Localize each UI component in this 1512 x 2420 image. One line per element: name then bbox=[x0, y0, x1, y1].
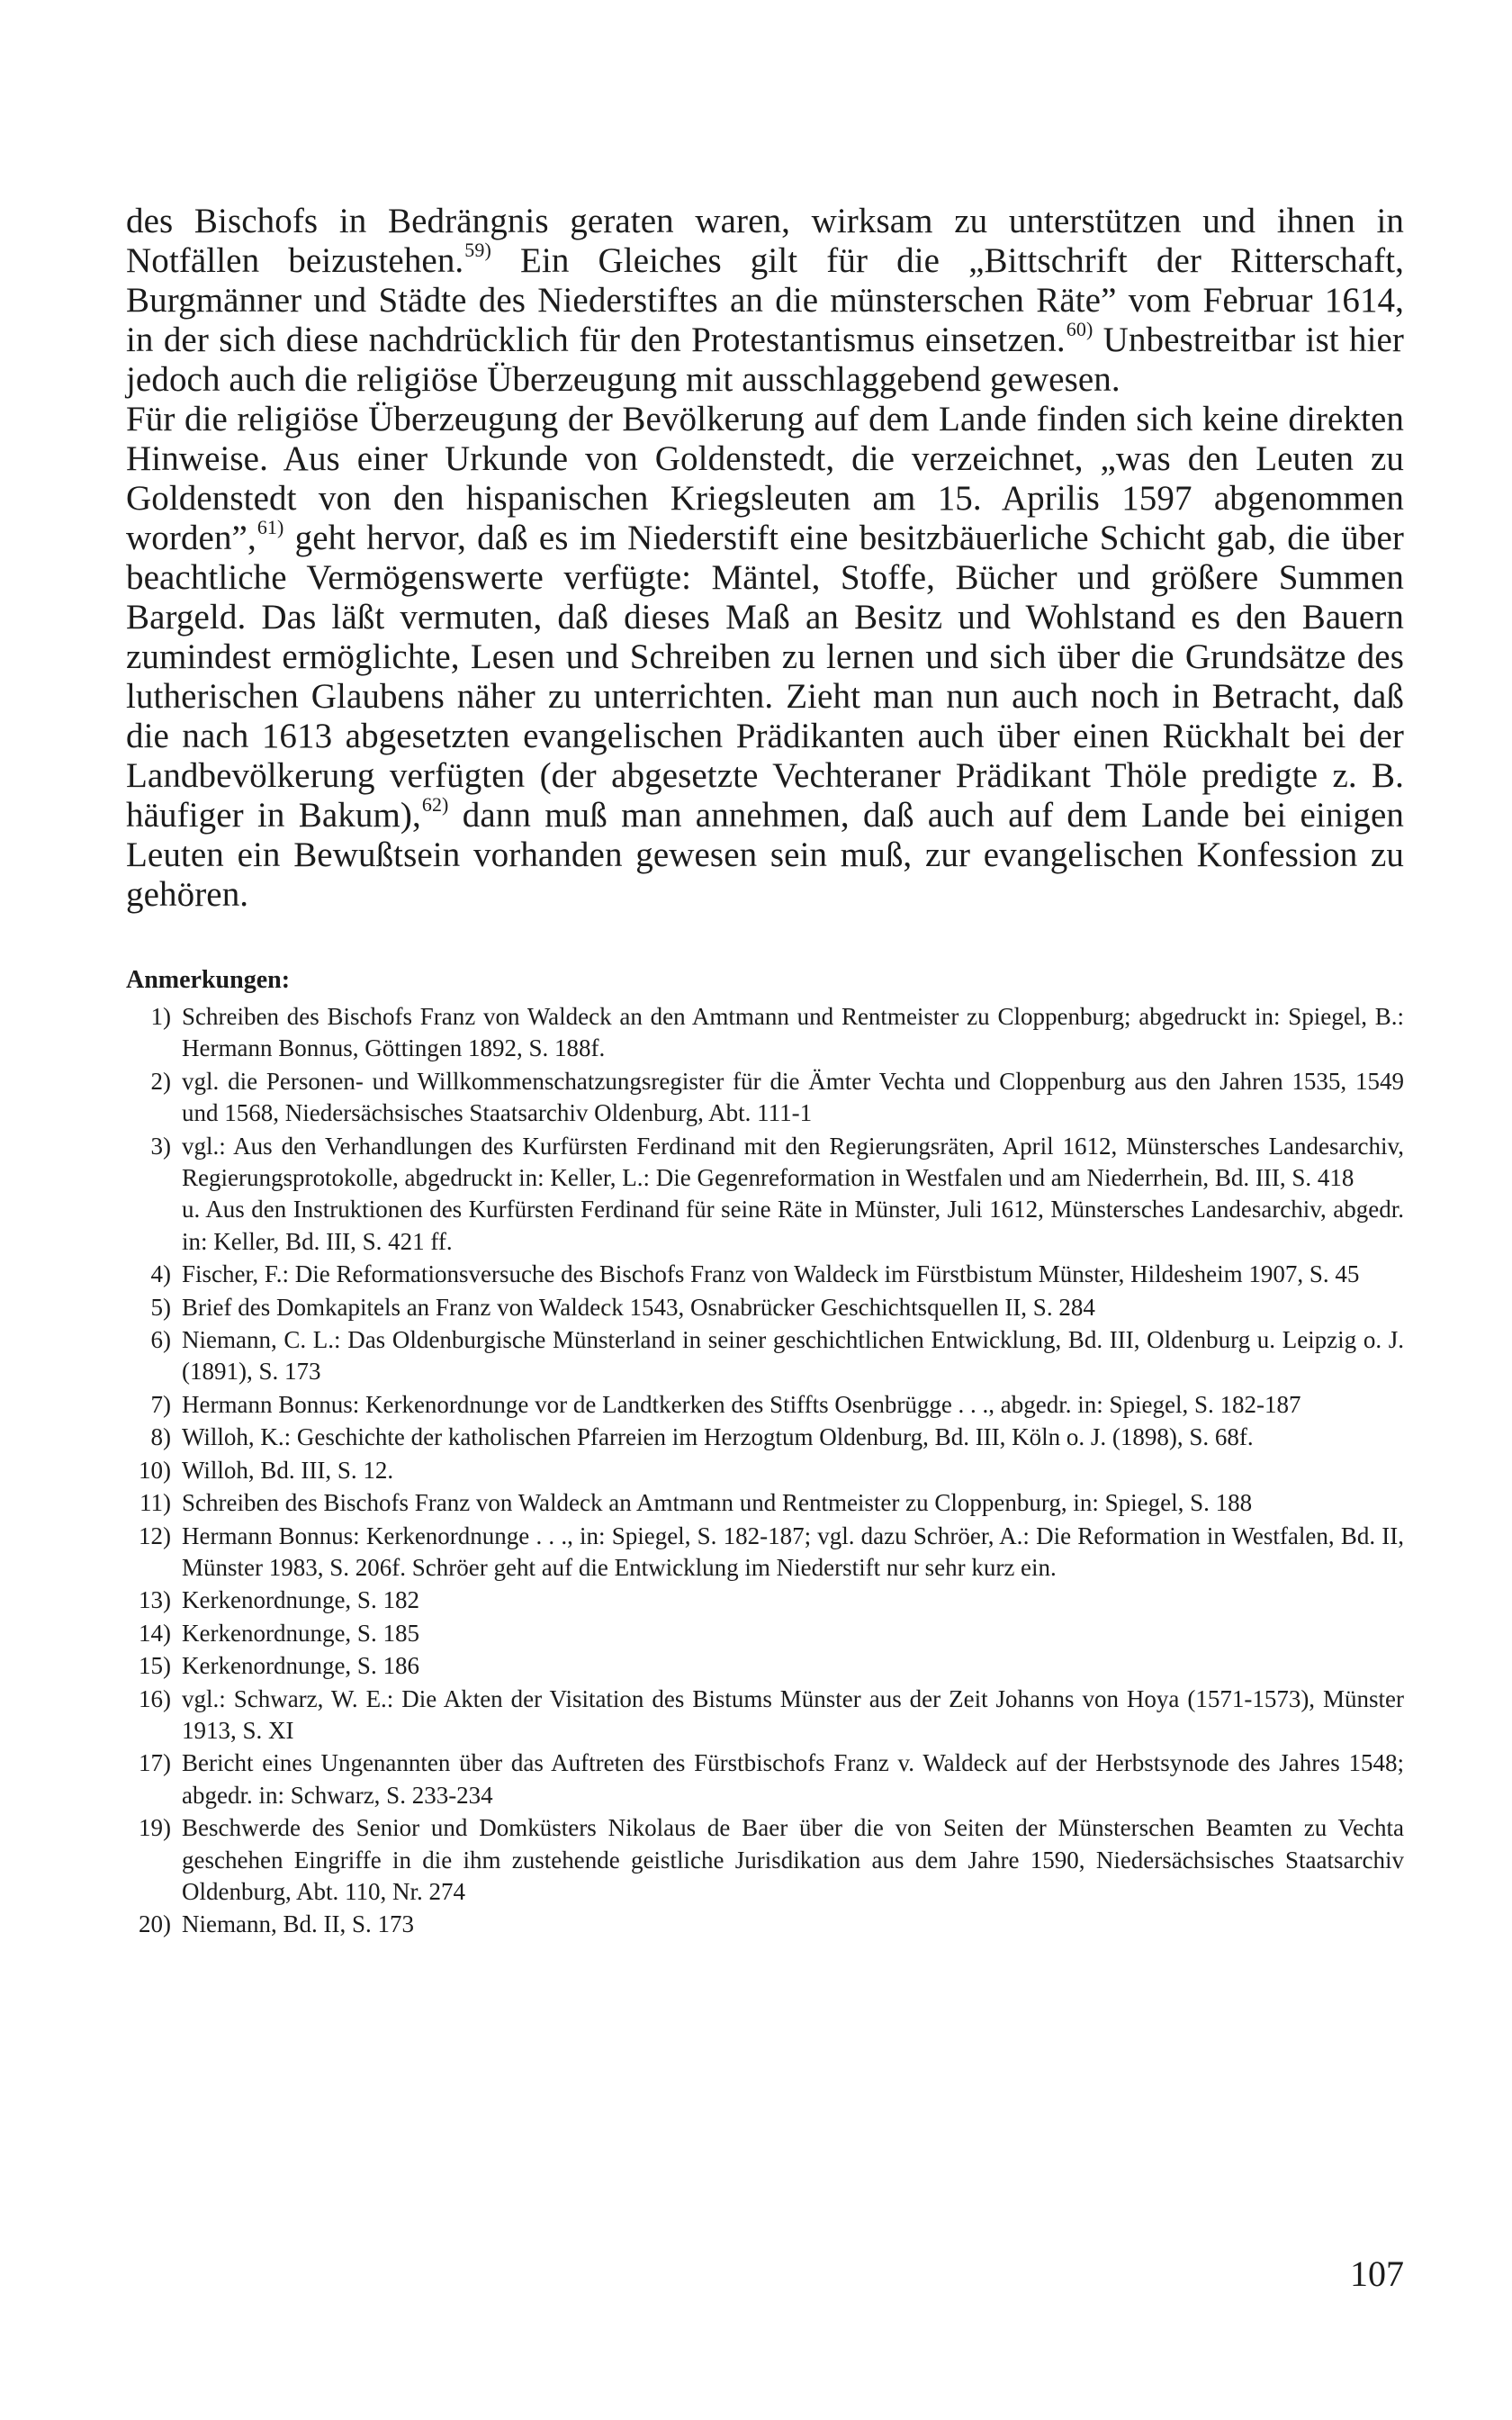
page-number: 107 bbox=[1350, 2253, 1404, 2294]
note-item bbox=[126, 1131, 1404, 1259]
note-item bbox=[126, 1684, 1404, 1747]
note-text: Willoh, Bd. III, S. 12. bbox=[182, 1456, 394, 1484]
note-text: Hermann Bonnus: Kerkenordnunge vor de Landtkerken des Stiffts Osenbrügge . . ., abgedr. in: Spiegel, S. 182-187 bbox=[182, 1390, 1301, 1418]
note-item bbox=[126, 1585, 1404, 1616]
footnote-ref-59: 59) bbox=[464, 239, 491, 261]
note-text: Schreiben des Bischofs Franz von Waldeck an den Amtmann und Rentmeister zu Cloppenburg; abgedruckt in: Spiegel, B.: Hermann Bonnus, Göttingen 1892, S. 188f. bbox=[182, 1003, 1404, 1062]
note-item bbox=[126, 1422, 1404, 1453]
note-text-part-1: vgl.: Aus den Verhandlungen des Kurfürsten Ferdinand mit den Regierungsräten, April 1612, Münstersches Landesarchiv, Regierungsprotokolle, abgedruckt in: Keller, L.: Die Gegenreformation in Westfalen und am Niederrhein, Bd. III, S. 418 bbox=[182, 1132, 1404, 1192]
paragraph-2-part-a: Für die religiöse Überzeugung der Bevölkerung auf dem Lande finden sich keine direkten Hinweise. Aus einer Urkunde von Goldenstedt, die verzeichnet, „was den Leuten zu Goldenstedt von den hispanischen Kriegsleuten am 15. Aprilis 1597 abgenommen worden”, bbox=[126, 400, 1404, 557]
note-text-part-2: u. Aus den Instruktionen des Kurfürsten Ferdinand für seine Räte in Münster, Juli 1612, Münstersches Landesarchiv, abgedr. in: Keller, Bd. III, S. 421 ff. bbox=[182, 1196, 1404, 1255]
note-text: Willoh, K.: Geschichte der katholischen Pfarreien im Herzogtum Oldenburg, Bd. III, Köln o. J. (1898), S. 68f. bbox=[182, 1423, 1254, 1451]
note-item bbox=[126, 1259, 1404, 1290]
notes-list bbox=[126, 1001, 1404, 1941]
note-number: 17) bbox=[139, 1749, 171, 1777]
note-item bbox=[126, 1650, 1404, 1682]
note-item bbox=[126, 1812, 1404, 1908]
paragraph-2-part-b: geht hervor, daß es im Niederstift eine besitzbäuerliche Schicht gab, die über beachtliche Vermögenswerte verfügte: Mäntel, Stoffe, Bücher und größere Summen Bargeld. Das läßt vermuten, daß dieses Maß an Besitz und Wohlstand es den Bauern zumindest ermöglichte, Lesen und Schreiben zu lernen und sich über die Grundsätze des lutherischen Glaubens näher zu unterrichten. Zieht man nun auch noch in Betracht, daß die nach 1613 abgesetzten evangelischen Prädikanten auch über einen Rückhalt bei der Landbevölkerung verfügten (der abgesetzte Vechteraner Prädikant Thöle predigte z. B. häufiger in Bakum), bbox=[126, 519, 1404, 835]
paragraph-2-part-c: dann muß man annehmen, daß auch auf dem Lande bei einigen Leuten ein Bewußtsein vorhanden gewesen sein muß, zur evangelischen Konfession zu gehören. bbox=[126, 796, 1404, 914]
note-number: 2) bbox=[150, 1067, 171, 1095]
note-item bbox=[126, 1324, 1404, 1388]
note-number: 13) bbox=[139, 1586, 171, 1614]
note-text: Fischer, F.: Die Reformationsversuche des Bischofs Franz von Waldeck im Fürstbistum Münster, Hildesheim 1907, S. 45 bbox=[182, 1260, 1360, 1288]
note-number: 1) bbox=[150, 1003, 171, 1030]
footnote-ref-61: 61) bbox=[256, 516, 284, 538]
note-number: 20) bbox=[139, 1910, 171, 1938]
paragraph-2 bbox=[126, 400, 1404, 915]
note-text: Niemann, C. L.: Das Oldenburgische Münsterland in seiner geschichtlichen Entwicklung, Bd. III, Oldenburg u. Leipzig o. J. (1891), S. 173 bbox=[182, 1326, 1404, 1386]
note-item bbox=[126, 1292, 1404, 1323]
note-number: 10) bbox=[139, 1456, 171, 1484]
note-number: 7) bbox=[150, 1390, 171, 1418]
note-number: 12) bbox=[139, 1522, 171, 1549]
note-text: Bericht eines Ungenannten über das Auftreten des Fürstbischofs Franz v. Waldeck auf der Herbstsynode des Jahres 1548; abgedr. in: Schwarz, S. 233-234 bbox=[182, 1749, 1404, 1809]
main-text bbox=[126, 202, 1404, 915]
note-text: Schreiben des Bischofs Franz von Waldeck an Amtmann und Rentmeister zu Cloppenburg, in: Spiegel, S. 188 bbox=[182, 1489, 1253, 1517]
note-text: Hermann Bonnus: Kerkenordnunge . . ., in: Spiegel, S. 182-187; vgl. dazu Schröer, A.: Die Reformation in Westfalen, Bd. II, Münster 1983, S. 206f. Schröer geht auf die Entwicklung im Niederstift nur sehr kurz ein. bbox=[182, 1522, 1404, 1581]
note-text: vgl. die Personen- und Willkommenschatzungsregister für die Ämter Vechta und Cloppenburg aus den Jahren 1535, 1549 und 1568, Niedersächsisches Staatsarchiv Oldenburg, Abt. 111-1 bbox=[182, 1067, 1404, 1127]
footnote-ref-62: 62) bbox=[421, 793, 449, 816]
note-text: Kerkenordnunge, S. 182 bbox=[182, 1586, 419, 1614]
note-text: Brief des Domkapitels an Franz von Waldeck 1543, Osnabrücker Geschichtsquellen II, S. 284 bbox=[182, 1293, 1095, 1321]
paragraph-1-part-a: des Bischofs in Bedrängnis geraten waren, wirksam zu unterstützen und ihnen in Notfällen beizustehen. bbox=[126, 202, 1404, 280]
note-number: 5) bbox=[150, 1293, 171, 1321]
note-text: Kerkenordnunge, S. 186 bbox=[182, 1652, 419, 1680]
note-item bbox=[126, 1001, 1404, 1065]
note-item bbox=[126, 1747, 1404, 1811]
note-item bbox=[126, 1389, 1404, 1421]
note-number: 11) bbox=[140, 1489, 171, 1517]
note-item bbox=[126, 1521, 1404, 1585]
note-number: 19) bbox=[139, 1814, 171, 1842]
page-content bbox=[126, 202, 1404, 1942]
note-item bbox=[126, 1618, 1404, 1649]
note-number: 3) bbox=[150, 1132, 171, 1160]
paragraph-1 bbox=[126, 202, 1404, 400]
note-text: Kerkenordnunge, S. 185 bbox=[182, 1619, 419, 1647]
note-text: Niemann, Bd. II, S. 173 bbox=[182, 1910, 414, 1938]
note-text bbox=[182, 1131, 1404, 1259]
footnote-ref-60: 60) bbox=[1066, 318, 1094, 340]
note-text: vgl.: Schwarz, W. E.: Die Akten der Visitation des Bistums Münster aus der Zeit Johanns von Hoya (1571-1573), Münster 1913, S. XI bbox=[182, 1684, 1404, 1744]
note-number: 16) bbox=[139, 1684, 171, 1712]
note-number: 6) bbox=[150, 1326, 171, 1354]
note-number: 15) bbox=[139, 1652, 171, 1680]
paragraph-1-part-b: Ein Gleiches gilt für die „Bittschrift der Ritterschaft, Burgmänner und Städte des Niederstiftes an die münsterschen Räte” vom Februar 1614, in der sich diese nachdrücklich für den Protestantismus einsetzen. bbox=[126, 241, 1404, 359]
note-item bbox=[126, 1909, 1404, 1940]
note-number: 14) bbox=[139, 1619, 171, 1647]
notes-heading: Anmerkungen: bbox=[126, 966, 291, 994]
note-item bbox=[126, 1066, 1404, 1130]
note-text: Beschwerde des Senior und Domküsters Nikolaus de Baer über die von Seiten der Münsterschen Beamten zu Vechta geschehen Eingriffe in die ihm zustehende geistliche Jurisdikation aus dem Jahre 1590, Niedersächsisches Staatsarchiv Oldenburg, Abt. 110, Nr. 274 bbox=[182, 1814, 1404, 1905]
note-item bbox=[126, 1455, 1404, 1486]
note-number: 8) bbox=[150, 1423, 171, 1451]
note-item bbox=[126, 1487, 1404, 1519]
note-number: 4) bbox=[150, 1260, 171, 1288]
paragraph-1-part-c: Unbestreitbar ist hier jedoch auch die religiöse Überzeugung mit ausschlaggebend gewesen. bbox=[126, 321, 1404, 399]
